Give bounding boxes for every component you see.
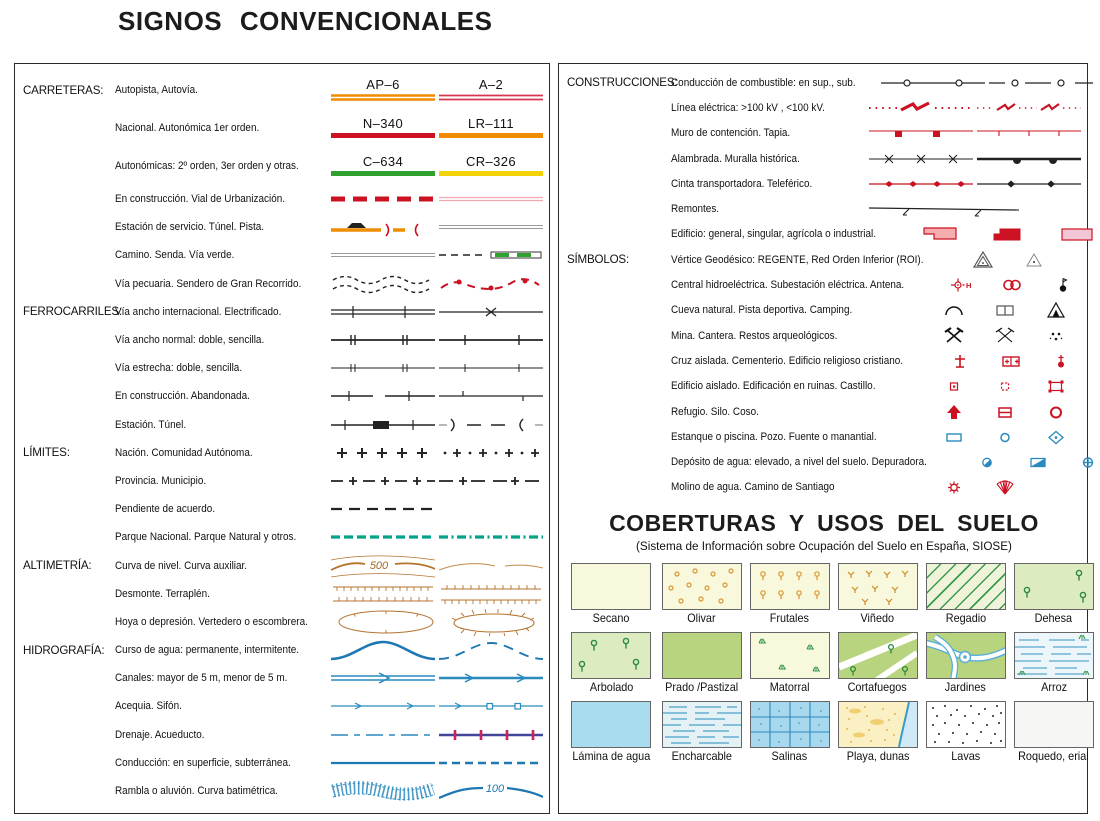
legend-row	[23, 185, 543, 213]
row-label: Vía estrecha: doble, sencilla.	[115, 362, 243, 375]
refuge-icon	[943, 402, 965, 422]
legend-row	[567, 374, 1081, 399]
symbol-icons	[929, 402, 1081, 422]
legend-row	[23, 495, 543, 523]
legend-row	[23, 326, 543, 354]
natural-park-boundary-icon	[439, 525, 543, 549]
legend-row	[567, 399, 1081, 424]
landcover-cell: Frutales	[750, 563, 830, 625]
regional-second-order-icon	[331, 155, 435, 177]
national-park-boundary-icon	[331, 525, 435, 549]
row-label: Cruz aislada. Cementerio. Edificio religioso cristiano.	[671, 354, 904, 367]
sports-field-icon	[994, 300, 1016, 320]
embankment-icon	[439, 581, 543, 607]
region-boundary-icon	[439, 441, 543, 465]
geodesic-vertex-roi-icon	[1023, 250, 1045, 270]
silo-icon	[994, 402, 1016, 422]
permanent-stream-icon	[331, 637, 435, 663]
roquedo-swatch	[1014, 701, 1094, 748]
water-mill-icon	[943, 477, 965, 497]
road-shield: A–2	[478, 77, 504, 92]
landcover-cell	[569, 563, 654, 625]
dehesa-swatch	[1014, 563, 1094, 610]
christian-religious-building-icon	[1050, 351, 1072, 371]
row-label: Canales: mayor de 5 m, menor de 5 m.	[115, 672, 288, 685]
legend-row	[567, 449, 1081, 474]
encharcable-swatch	[662, 701, 742, 748]
legend-row	[567, 196, 1081, 221]
row-label: Autopista, Autovía.	[115, 84, 198, 96]
archaeological-remains-icon	[1045, 326, 1067, 346]
legend-row	[567, 424, 1081, 449]
contour-line-icon	[331, 553, 435, 579]
rail-under-construction-icon	[331, 384, 435, 408]
legend-row	[23, 608, 543, 636]
substation-icon	[1001, 275, 1023, 295]
mine-icon	[943, 326, 965, 346]
legend-row	[567, 121, 1081, 146]
row-label: Remontes.	[671, 203, 720, 216]
legend-row: ALTIMETRÍA: Curva de nivel. Curva auxiliar. 500	[23, 551, 543, 579]
legend-row	[23, 109, 543, 147]
landcover-cell: Arbolado	[569, 632, 654, 694]
camino-icon	[331, 251, 435, 259]
row-label: Estación. Túnel.	[115, 418, 187, 431]
row-label: Parque Nacional. Parque Natural y otros.	[115, 531, 297, 544]
row-label: Rambla o aluvión. Curva batimétrica.	[115, 785, 279, 798]
legend-row	[567, 272, 1081, 297]
legend-row	[23, 777, 543, 805]
row-label: Estación de servicio. Túnel. Pista.	[115, 221, 265, 234]
row-label: Molino de agua. Camino de Santiago	[671, 481, 835, 494]
motorway-ap6-icon	[331, 78, 435, 102]
row-label: Nación. Comunidad Autónoma.	[115, 446, 253, 459]
national-road-icon	[331, 117, 435, 139]
row-label: Línea eléctrica: >100 kV , <100 kV.	[671, 101, 825, 114]
matorral-swatch	[750, 632, 830, 679]
row-label: Alambrada. Muralla histórica.	[671, 152, 800, 165]
historic-wall-icon	[977, 150, 1081, 168]
canal-major-icon	[331, 666, 435, 690]
arbolado-swatch	[571, 632, 651, 679]
cortafuegos-swatch	[838, 632, 918, 679]
road-shield: C–634	[362, 154, 404, 169]
wire-fence-icon	[869, 150, 973, 168]
legend-row	[567, 222, 1081, 247]
row-label: Refugio. Silo. Coso.	[671, 405, 759, 418]
arroz-swatch	[1014, 632, 1094, 679]
legend-row	[23, 270, 543, 298]
ski-lift-icon	[869, 200, 1081, 218]
track-pista-icon	[439, 223, 543, 231]
symbol-icons	[958, 250, 1100, 270]
secano-swatch	[571, 563, 651, 610]
irrigation-ditch-icon	[331, 694, 435, 718]
canal-minor-icon	[439, 666, 543, 690]
legend-row	[567, 475, 1081, 500]
rail-tunnel-icon	[439, 413, 543, 437]
pipeline-surface-icon	[331, 751, 435, 775]
legend-row	[23, 523, 543, 551]
electrified-rail-icon	[439, 300, 543, 324]
landcover-cell: Olivar	[662, 563, 742, 625]
row-label: Nacional. Autonómica 1er orden.	[115, 122, 260, 134]
contour-label: 500	[369, 559, 389, 572]
row-label: Drenaje. Acueducto.	[115, 728, 205, 741]
landcover-cell: Encharcable	[662, 701, 742, 763]
legend-row	[567, 70, 1081, 95]
siphon-icon	[439, 694, 543, 718]
cemetery-icon	[1000, 351, 1022, 371]
hydro-plant-icon	[950, 275, 972, 295]
well-icon	[994, 427, 1016, 447]
treatment-plant-icon	[1077, 452, 1099, 472]
regional-first-order-icon	[439, 117, 543, 139]
olivar-swatch	[662, 563, 742, 610]
autovia-a2-icon	[439, 78, 543, 102]
legend-row	[23, 71, 543, 109]
row-label: Curso de agua: permanente, intermitente.	[115, 644, 300, 657]
landcover-label: Secano	[592, 611, 630, 626]
row-label: Pendiente de acuerdo.	[115, 503, 216, 516]
intermittent-stream-icon	[439, 637, 543, 663]
jardines-swatch	[926, 632, 1006, 679]
row-label: Vía ancho normal: doble, sencilla.	[115, 334, 265, 347]
legend-row	[23, 213, 543, 241]
row-label: Edificio: general, singular, agrícola o industrial.	[671, 228, 877, 241]
row-label: Conducción de combustible: en sup., sub.	[671, 76, 856, 89]
salinas-swatch	[750, 701, 830, 748]
prado-swatch	[662, 632, 742, 679]
water-tank-ground-icon	[1027, 452, 1049, 472]
national-boundary-icon	[331, 441, 435, 465]
landcover-cell: Viñedo	[838, 563, 918, 625]
intl-gauge-rail-icon	[331, 300, 435, 324]
landcover-cell: Lámina de agua	[569, 701, 654, 763]
municipality-boundary-icon	[439, 469, 543, 493]
natural-cave-icon	[943, 300, 965, 320]
landfill-icon	[442, 608, 546, 636]
legend-row	[567, 146, 1081, 171]
landcover-cell: Prado /Pastizal	[662, 632, 742, 694]
ruins-icon	[994, 376, 1016, 396]
row-label: En construcción. Vial de Urbanización.	[115, 193, 286, 206]
symbol-icons	[929, 326, 1081, 346]
row-label: Conducción: en superficie, subterránea.	[115, 756, 291, 769]
power-line-high-icon	[869, 99, 973, 117]
bathymetric-contour-icon	[439, 778, 543, 804]
landcover-cell: Regadio	[926, 563, 1006, 625]
legend-row	[23, 382, 543, 410]
isolated-cross-icon	[949, 351, 971, 371]
power-line-low-icon	[977, 99, 1081, 117]
road-shield: N–340	[362, 116, 404, 131]
narrow-gauge-double-icon	[331, 356, 435, 380]
pond-pool-icon	[943, 427, 965, 447]
row-label: Camino. Senda. Vía verde.	[115, 249, 235, 262]
spring-icon	[1045, 427, 1067, 447]
aqueduct-icon	[439, 723, 543, 747]
urbanization-road-icon	[439, 195, 543, 203]
row-label: Hoya o depresión. Vertedero o escombrera.	[115, 615, 308, 628]
lamina-swatch	[571, 701, 651, 748]
auxiliary-contour-icon	[439, 553, 543, 579]
row-label: Curva de nivel. Curva auxiliar.	[115, 559, 248, 572]
row-label: Edificio aislado. Edificación en ruinas. Castillo.	[671, 380, 876, 393]
conveyor-belt-icon	[869, 175, 973, 193]
normal-gauge-single-icon	[439, 328, 543, 352]
wall-tapia-icon	[977, 124, 1081, 142]
service-station-tunnel-icon	[331, 216, 435, 238]
retaining-wall-icon	[869, 124, 973, 142]
symbol-icons	[929, 427, 1081, 447]
camino-santiago-shell-icon	[994, 477, 1016, 497]
row-label: En construcción. Abandonada.	[115, 390, 250, 403]
row-label: Vértice Geodésico: REGENTE, Red Orden Inferior (ROI).	[671, 253, 924, 266]
legend-row	[567, 348, 1081, 373]
cutting-embankment-icon	[331, 581, 435, 607]
bathymetric-label: 100	[485, 783, 505, 796]
frutales-swatch	[750, 563, 830, 610]
wash-alluvium-icon	[331, 778, 435, 804]
rail-abandoned-icon	[439, 384, 543, 408]
symbol-icons	[929, 376, 1081, 396]
symbol-icons	[962, 452, 1100, 472]
landcover-cell: Roquedo, erial	[1014, 701, 1094, 763]
fuel-pipeline-underground-icon	[989, 74, 1093, 92]
livestock-trail-icon	[331, 272, 435, 296]
row-label: Mina. Cantera. Restos arqueológicos.	[671, 329, 838, 342]
row-label: Cinta transportadora. Teleférico.	[671, 177, 813, 190]
svg-text:H: H	[966, 281, 972, 291]
landcover-cell: Dehesa	[1014, 563, 1094, 625]
legend-row	[23, 354, 543, 382]
road-shield: CR–326	[465, 154, 517, 169]
legend-row	[23, 147, 543, 185]
row-label: Desmonte. Terraplén.	[115, 587, 210, 600]
legend-row	[23, 692, 543, 720]
row-label: Depósito de agua: elevado, a nivel del suelo. Depuradora.	[671, 456, 927, 469]
legend-row	[23, 749, 543, 777]
normal-gauge-double-icon	[331, 328, 435, 352]
legend-row	[23, 721, 543, 749]
road-shield: LR–111	[467, 116, 514, 131]
right-legend-panel	[558, 63, 1088, 814]
province-boundary-icon	[331, 469, 435, 493]
senda-via-verde-icon	[439, 249, 543, 261]
symbol-icons	[935, 351, 1087, 371]
landcover-cell: Lavas	[926, 701, 1006, 763]
row-label: Cueva natural. Pista deportiva. Camping.	[671, 304, 853, 317]
legend-row	[567, 298, 1081, 323]
page-title: SIGNOS CONVENCIONALES	[118, 6, 493, 36]
quarry-icon	[994, 326, 1016, 346]
legend-row	[567, 247, 1081, 272]
legend-row	[23, 241, 543, 269]
row-label: Vía pecuaria. Sendero de Gran Recorrido.	[115, 277, 302, 290]
rail-station-icon	[331, 413, 435, 437]
legend-row	[23, 664, 543, 692]
row-label: Provincia. Municipio.	[115, 474, 207, 487]
legend-row	[23, 580, 543, 608]
road-under-construction-icon	[331, 195, 435, 203]
isolated-building-icon	[943, 376, 965, 396]
landcover-subtitle: (Sistema de Información sobre Ocupación del Suelo en España, SIOSE)	[636, 539, 1012, 554]
category-label: CONSTRUCCIONES:	[567, 76, 678, 90]
symbol-icons	[936, 275, 1088, 295]
cable-car-icon	[977, 175, 1081, 193]
lavas-swatch	[926, 701, 1006, 748]
landcover-cell: Matorral	[750, 632, 830, 694]
regional-third-order-icon	[439, 155, 543, 177]
legend-row: FERROCARRILES: Vía ancho internacional. Electrificado.	[23, 298, 543, 326]
legend-row	[567, 171, 1081, 196]
camping-icon	[1045, 300, 1067, 320]
row-label: Autonómicas: 2º orden, 3er orden y otras.	[115, 160, 299, 172]
playa-swatch	[838, 701, 918, 748]
castle-icon	[1045, 376, 1067, 396]
antenna-icon	[1052, 275, 1074, 295]
symbol-icons	[929, 477, 1081, 497]
water-tank-elevated-icon	[976, 452, 998, 472]
building-types-icon	[904, 225, 1100, 243]
agreement-pending-boundary-icon	[331, 497, 435, 521]
regadio-swatch	[926, 563, 1006, 610]
landcover-cell: Playa, dunas	[838, 701, 918, 763]
landcover-cell: Arroz	[1014, 632, 1094, 694]
category-label: SÍMBOLOS:	[567, 253, 629, 267]
legend-row	[567, 323, 1081, 348]
row-label: Estanque o piscina. Pozo. Fuente o manantial.	[671, 430, 877, 443]
legend-row	[567, 95, 1081, 120]
drainage-icon	[331, 723, 435, 747]
vinedo-swatch	[838, 563, 918, 610]
landcover-grid	[567, 563, 1089, 764]
legend-row: LÍMITES: Nación. Comunidad Autónoma.	[23, 439, 543, 467]
road-shield: AP–6	[366, 77, 400, 92]
category-label: CARRETERAS:	[23, 83, 104, 97]
row-label: Muro de contención. Tapia.	[671, 127, 791, 140]
landcover-cell: Salinas	[750, 701, 830, 763]
legend-row: HIDROGRAFÍA: Curso de agua: permanente, intermitente.	[23, 636, 543, 664]
landcover-title: COBERTURAS Y USOS DEL SUELO	[609, 510, 1039, 537]
legend-row	[23, 411, 543, 439]
pipeline-underground-icon	[439, 751, 543, 775]
row-label: Vía ancho internacional. Electrificado.	[115, 305, 282, 318]
gr-path-icon	[439, 272, 543, 296]
symbol-icons	[929, 300, 1081, 320]
landcover-cell: Jardines	[926, 632, 1006, 694]
landcover-cell: Cortafuegos	[838, 632, 918, 694]
row-label: Acequia. Sifón.	[115, 700, 182, 713]
fuel-pipeline-surface-icon	[881, 74, 985, 92]
bullring-icon	[1045, 402, 1067, 422]
left-legend-panel	[14, 63, 550, 814]
depression-icon	[334, 608, 438, 636]
geodesic-vertex-regente-icon	[972, 250, 994, 270]
row-label: Central hidroeléctrica. Subestación eléctrica. Antena.	[671, 279, 905, 292]
legend-row	[23, 467, 543, 495]
narrow-gauge-single-icon	[439, 356, 543, 380]
